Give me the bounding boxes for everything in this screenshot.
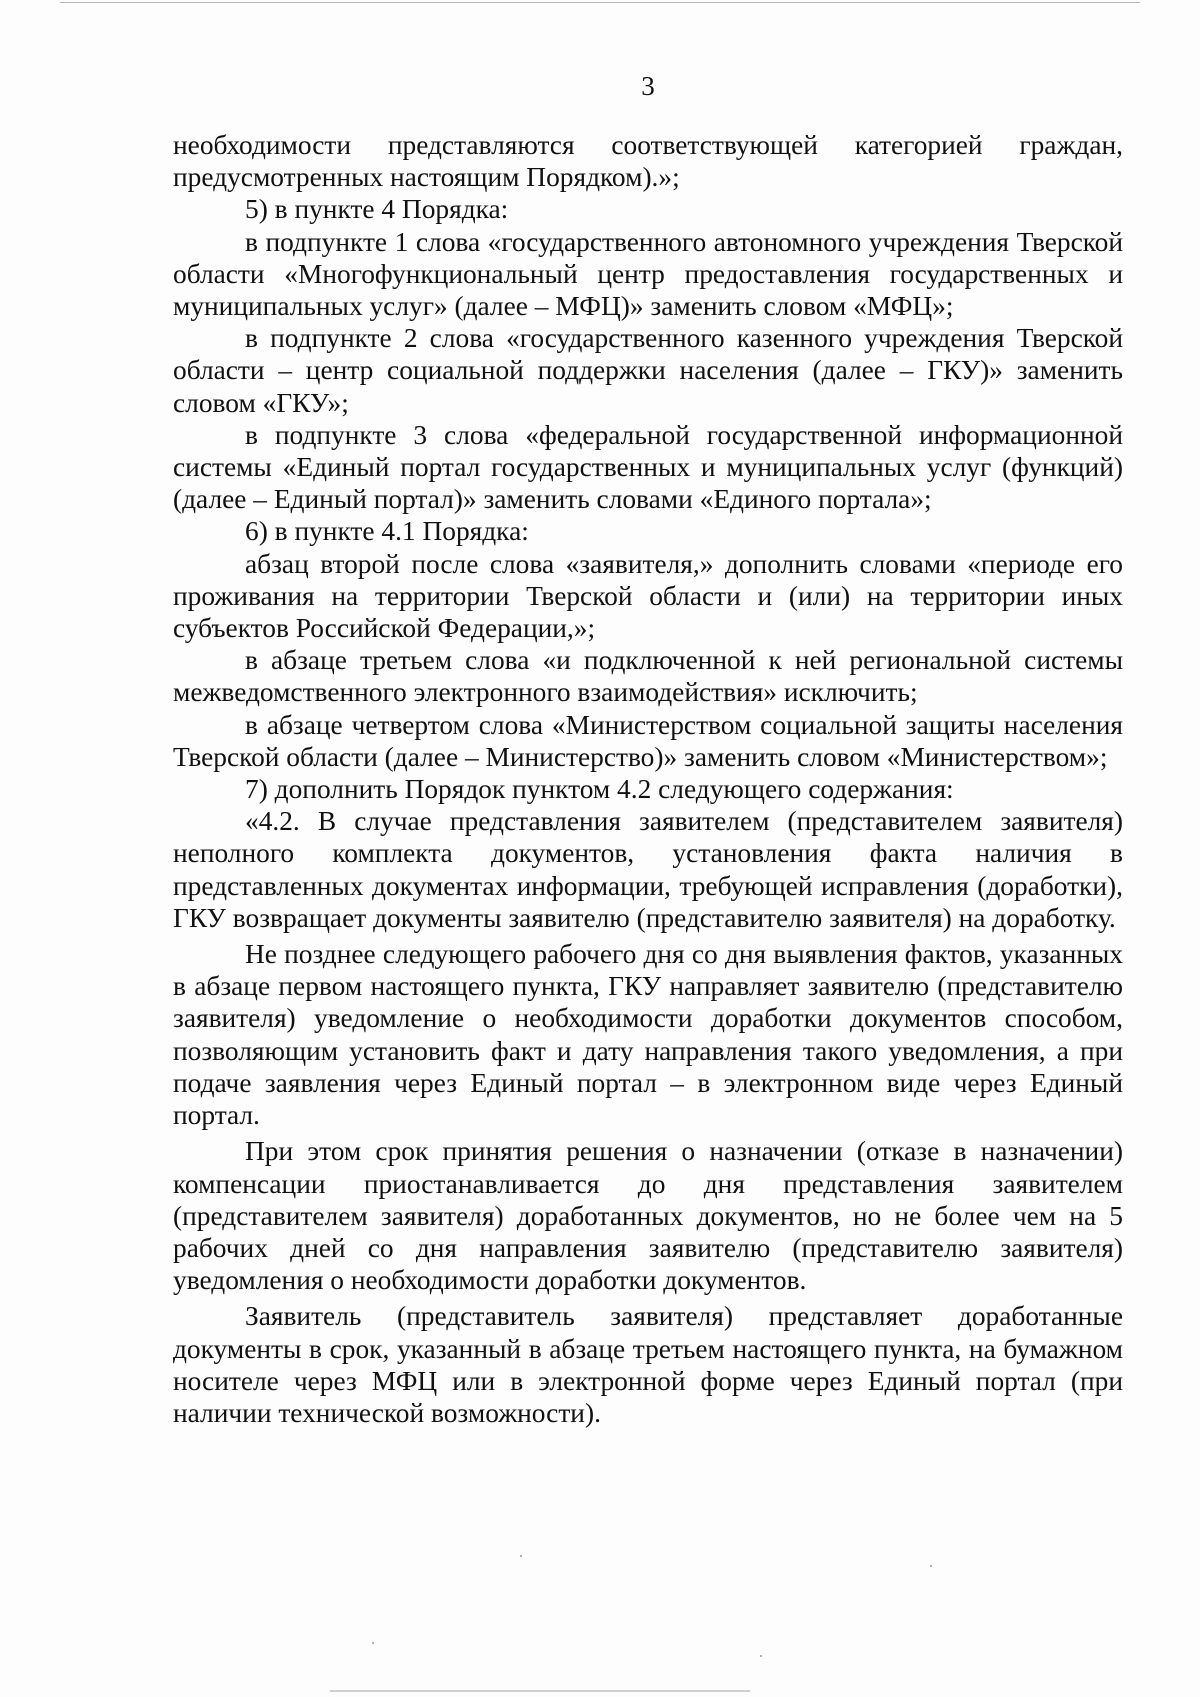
paragraph-notification: Не позднее следующего рабочего дня со дня выявления фактов, указанных в абзаце первом настоящего пункта, ГКУ направляет заявителю (представителю заявителя) уведомление о необходимости доработки документов способом, позволяющим установить факт и дату направления такого уведомления, а при подаче заявления через Единый портал – в электронном виде через Единый портал. — [173, 939, 1123, 1131]
paragraph-subitem-1: в подпункте 1 слова «государственного автономного учреждения Тверской области «Многофункциональный центр предоставления государственных и муниципальных услуг» (далее – МФЦ)» заменить словом «МФЦ»; — [173, 226, 1123, 322]
scan-bottom-edge — [330, 1690, 750, 1692]
scan-top-edge — [60, 2, 1140, 3]
paragraph-continuation: необходимости представляются соответствующей категорией граждан, предусмотренных настоящим Порядком).»; — [173, 130, 1123, 193]
page-number: 3 — [641, 71, 655, 101]
paragraph-item-7: 7) дополнить Порядок пунктом 4.2 следующего содержания: — [245, 774, 954, 805]
document-body — [173, 129, 1123, 1429]
paragraph-resubmission: Заявитель (представитель заявителя) представляет доработанные документы в срок, указанный в абзаце третьем настоящего пункта, на бумажном носителе через МФЦ или в электронной форме через Единый портал (при наличии технической возможности). — [173, 1301, 1123, 1428]
paragraph-subitem-2: в подпункте 2 слова «государственного казенного учреждения Тверской области – центр социальной поддержки населения (далее – ГКУ)» заменить словом «ГКУ»; — [173, 323, 1123, 418]
paragraph-deadline: При этом срок принятия решения о назначении (отказе в назначении) компенсации приостанавливается до дня представления заявителем (представителем заявителя) доработанных документов, но не более чем на 5 рабочих дней со дня направления заявителю (представителю заявителя) уведомления о необходимости доработки документов. — [173, 1136, 1123, 1296]
paragraph-item-5: 5) в пункте 4 Порядка: — [245, 194, 509, 225]
scan-speck — [372, 1642, 374, 1644]
scan-speck — [520, 1555, 522, 1557]
scan-speck — [930, 1565, 932, 1567]
scan-speck — [760, 1655, 762, 1657]
paragraph-clause-4-2: «4.2. В случае представления заявителем (представителем заявителя) неполного комплекта документов, установления факта наличия в представленных документах информации, требующей исправления (доработки), ГКУ возвращает документы заявителю (представителю заявителя) на доработку. — [173, 806, 1123, 933]
paragraph-item-6: 6) в пункте 4.1 Порядка: — [245, 516, 529, 547]
paragraph-abzac-3: в абзаце третьем слова «и подключенной к ней региональной системы межведомственного электронного взаимодействия» исключить; — [173, 645, 1123, 708]
paragraph-abzac-4: в абзаце четвертом слова «Министерством социальной защиты населения Тверской области (далее – Министерство)» заменить словом «Министерством»; — [173, 709, 1123, 772]
paragraph-subitem-3: в подпункте 3 слова «федеральной государственной информационной системы «Единый портал государственных и муниципальных услуг (функций) (далее – Единый портал)» заменить словами «Единого портала»; — [173, 419, 1123, 515]
paragraph-abzac-2: абзац второй после слова «заявителя,» дополнить словами «периоде его проживания на территории Тверской области и (или) на территории иных субъектов Российской Федерации,»; — [173, 548, 1123, 644]
